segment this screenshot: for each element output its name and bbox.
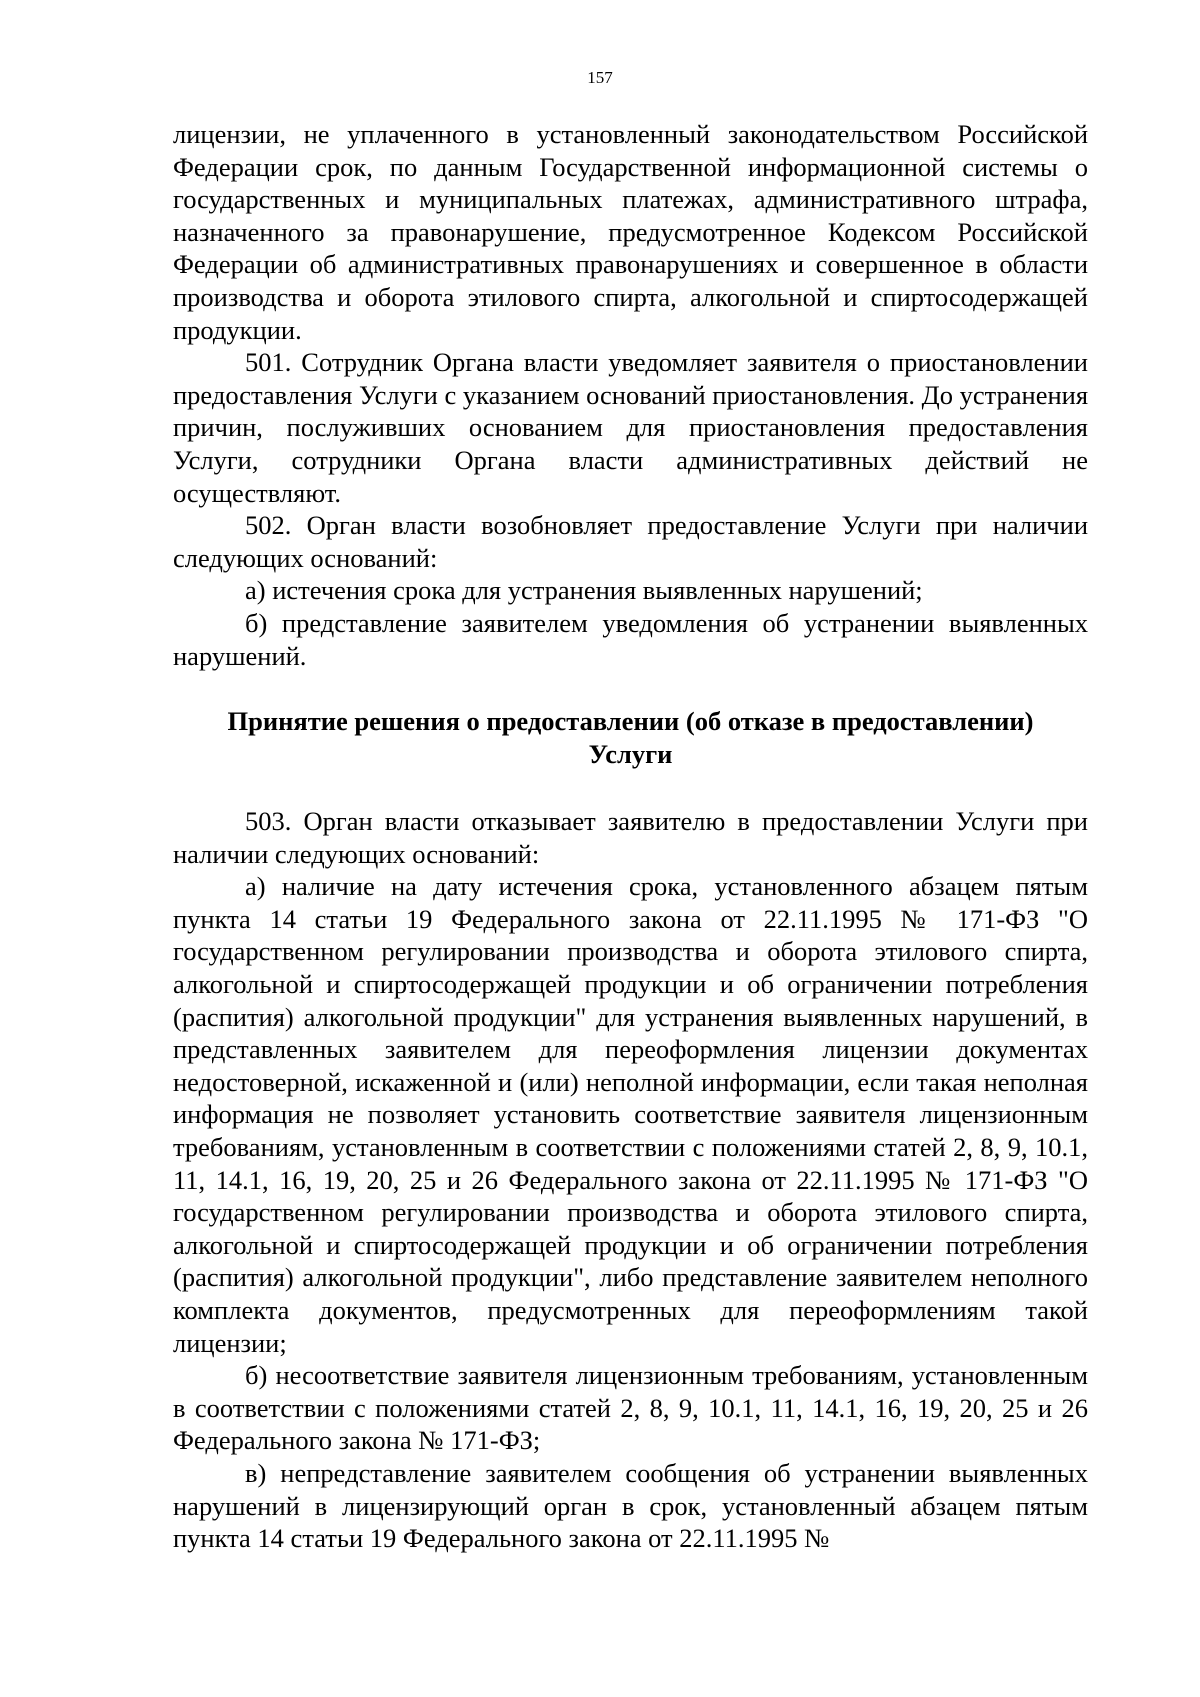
- paragraphs-before: [173, 118, 1088, 672]
- paragraph-503: 503. Орган власти отказывает заявителю в предоставлении Услуги при наличии следующих оснований:: [173, 806, 1088, 869]
- paragraph-503-v: в) непредставление заявителем сообщения об устранении выявленных нарушений в лицензирующий орган в срок, установленный абзацем пятым пункта 14 статьи 19 Федерального закона от 22.11.1995 №: [173, 1457, 1088, 1554]
- paragraphs-after: [173, 805, 1088, 1555]
- document-body: [173, 118, 1088, 1555]
- page-number: 157: [587, 68, 613, 87]
- section-heading-line1: Принятие решения о предоставлении (об отказе в предоставлении): [227, 706, 1034, 737]
- paragraph-502: 502. Орган власти возобновляет предоставление Услуги при наличии следующих оснований:: [173, 510, 1088, 573]
- paragraph-501: 501. Сотрудник Органа власти уведомляет заявителя о приостановлении предоставления Услуги с указанием оснований приостановления. До устранения причин, послуживших основанием для приостановления предоставления Услуги, сотрудники Органа власти административных действий не осуществляют.: [173, 347, 1089, 508]
- paragraph-503-b: б) несоответствие заявителя лицензионным требованиям, установленным в соответствии с положениями статей 2, 8, 9, 10.1, 11, 14.1, 16, 19, 20, 25 и 26 Федерального закона № 171-ФЗ;: [173, 1360, 1088, 1456]
- paragraph-502-b: б) представление заявителем уведомления об устранении выявленных нарушений.: [173, 607, 1088, 671]
- paragraph-502-a: а) истечения срока для устранения выявленных нарушений;: [245, 575, 923, 606]
- paragraph: лицензии, не уплаченного в установленный законодательством Российской Федерации срок, по данным Государственной информационной системы о государственных и муниципальных платежах, административного штрафа, назначенного за правонарушение, предусмотренное Кодексом Российской Федерации об административных правонарушениях и совершенное в области производства и оборота этилового спирта, алкогольной и спиртосодержащей продукции.: [173, 119, 1088, 345]
- section-heading-line2: Услуги: [588, 739, 673, 770]
- section-heading: [173, 705, 1088, 771]
- paragraph-503-a: а) наличие на дату истечения срока, установленного абзацем пятым пункта 14 статьи 19 Федерального закона от 22.11.1995 № 171-ФЗ "О государственном регулировании производства и оборота этилового спирта, алкогольной и спиртосодержащей продукции и об ограничении потребления (распития) алкогольной продукции" для устранения выявленных нарушений, в представленных заявителем для переоформления лицензии документах недостоверной, искаженной и (или) неполной информации, если такая неполная информация не позволяет установить соответствие заявителя лицензионным требованиям, установленным в соответствии с положениями статей 2, 8, 9, 10.1, 11, 14.1, 16, 19, 20, 25 и 26 Федерального закона от 22.11.1995 № 171-ФЗ "О государственном регулировании производства и оборота этилового спирта, алкогольной и спиртосодержащей продукции и об ограничении потребления (распития) алкогольной продукции", либо представление заявителем неполного комплекта документов, предусмотренных для переоформлениям такой лицензии;: [173, 871, 1088, 1358]
